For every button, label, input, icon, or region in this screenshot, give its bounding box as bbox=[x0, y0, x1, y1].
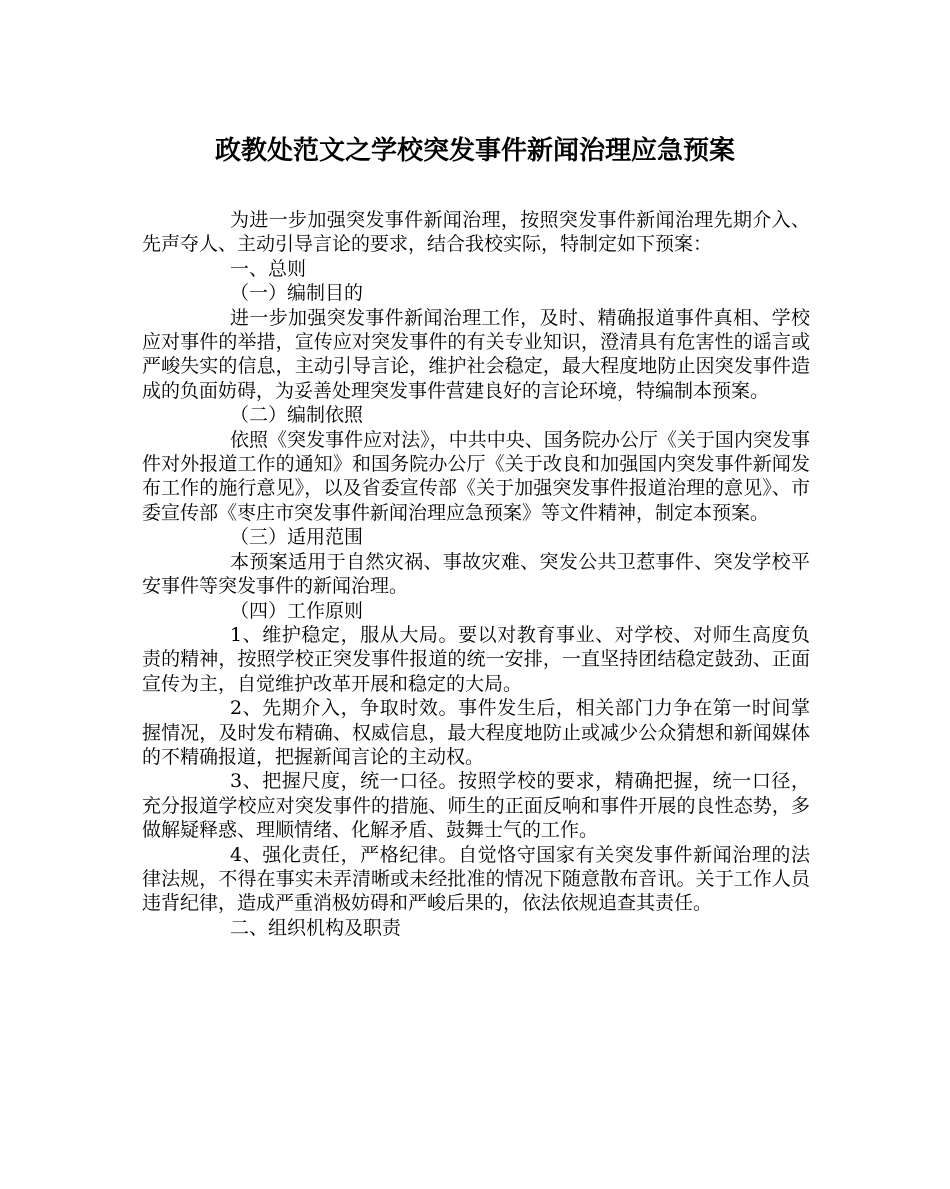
paragraph-principle-2: 2、先期介入，争取时效。事件发生后，相关部门力争在第一时间掌握情况，及时发布精确、权威信息，最大程度地防止或减少公众猜想和新闻媒体的不精确报道，把握新闻言论的主动权。 bbox=[142, 697, 810, 768]
paragraph-basis: 依照《突发事件应对法》，中共中央、国务院办公厅《关于国内突发事件对外报道工作的通知》和国务院办公厅《关于改良和加强国内突发事件新闻发布工作的施行意见》，以及省委宣传部《关于加强突发事件报道治理的意见》、市委宣传部《枣庄市突发事件新闻治理应急预案》等文件精神，制定本预案。 bbox=[142, 428, 810, 524]
paragraph-intro: 为进一步加强突发事件新闻治理，按照突发事件新闻治理先期介入、先声夺人、主动引导言论的要求，结合我校实际，特制定如下预案： bbox=[142, 209, 810, 256]
heading-organization: 二、组织机构及职责 bbox=[230, 916, 402, 939]
subheading-principles: （四）工作原则 bbox=[230, 599, 364, 622]
heading-general-principles: 一、总则 bbox=[230, 257, 307, 280]
paragraph-scope: 本预案适用于自然灾祸、事故灾难、突发公共卫惹事件、突发学校平安事件等突发事件的新闻治理。 bbox=[142, 550, 810, 598]
paragraph-purpose: 进一步加强突发事件新闻治理工作，及时、精确报道事件真相、学校应对事件的举措，宣传应对突发事件的有关专业知识，澄清具有危害性的谣言或严峻失实的信息，主动引导言论，维护社会稳定，最大程度地防止因突发事件造成的负面妨碍，为妥善处理突发事件营建良好的言论环境，特编制本预案。 bbox=[142, 306, 810, 402]
document-body bbox=[142, 208, 810, 940]
subheading-purpose: （一）编制目的 bbox=[230, 282, 364, 305]
paragraph-principle-1: 1、维护稳定，服从大局。要以对教育事业、对学校、对师生高度负责的精神，按照学校正突发事件报道的统一安排，一直坚持团结稳定鼓劲、正面宣传为主，自觉维护改革开展和稳定的大局。 bbox=[142, 623, 810, 695]
document-title: 政教处范文之学校突发事件新闻治理应急预案 bbox=[214, 136, 735, 166]
paragraph-principle-3: 3、把握尺度，统一口径。按照学校的要求，精确把握，统一口径，充分报道学校应对突发事件的措施、师生的正面反响和事件开展的良性态势，多做解疑释惑、理顺情绪、化解矛盾、鼓舞士气的工作。 bbox=[142, 770, 810, 842]
paragraph-principle-4: 4、强化责任，严格纪律。自觉恪守国家有关突发事件新闻治理的法律法规，不得在事实未弄清晰或未经批准的情况下随意散布音讯。关于工作人员违背纪律，造成严重消极妨碍和严峻后果的，依法依规追查其责任。 bbox=[142, 843, 810, 915]
subheading-scope: （三）适用范围 bbox=[230, 526, 364, 549]
subheading-basis: （二）编制依照 bbox=[230, 404, 364, 427]
